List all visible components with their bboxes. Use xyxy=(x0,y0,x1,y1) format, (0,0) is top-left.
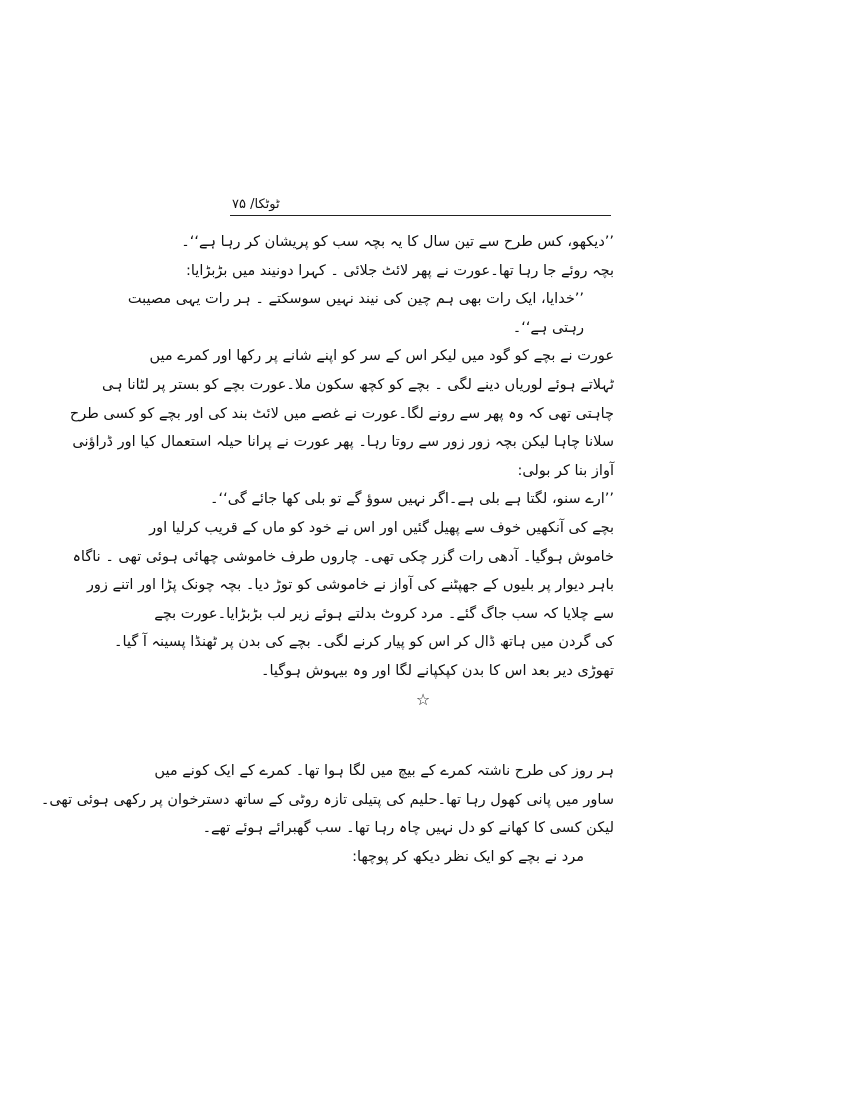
text-line: بچہ روئے جا رہا تھا۔عورت نے پھر لائٹ جلائی ۔ کہرا دونیند میں بڑبڑایا: xyxy=(185,262,614,279)
text-line: ساور میں پانی کھول رہا تھا۔حلیم کی پتیلی تازہ روٹی کے ساتھ دسترخوان پر رکھی ہوئی تھی۔ xyxy=(40,791,614,808)
text-line: باہر دیوار پر بلیوں کے جھپٹنے کی آواز نے خاموشی کو توڑ دیا۔ بچہ چونک پڑا اور اتنے زور xyxy=(86,577,614,594)
text-line: سلانا چاہا لیکن بچہ زور زور سے روتا رہا۔ پھر عورت نے پرانا حیلہ استعمال کیا اور ڈراؤنی xyxy=(72,434,614,451)
text-line: خاموش ہوگیا۔ آدھی رات گزر چکی تھی۔ چاروں طرف خاموشی چھائی ہوئی تھی ۔ ناگاہ xyxy=(72,548,614,565)
text-line: آواز بنا کر بولی: xyxy=(517,462,614,479)
dialogue-line: ’’ارے سنو، لگتا ہے بلی ہے۔اگر نہیں سوؤ گے تو بلی کھا جائے گی‘‘۔ xyxy=(210,491,614,508)
dialogue-line: ’’خدایا، ایک رات بھی ہم چین کی نیند نہیں سوسکتے ۔ ہر رات یہی مصیبت xyxy=(127,291,584,308)
text-line: ٹہلاتے ہوئے لوریاں دینے لگی ۔ بچے کو کچھ سکون ملا۔عورت بچے کو بستر پر لٹانا ہی xyxy=(102,376,614,393)
text-line: سے چلایا کہ سب جاگ گئے۔ مرد کروٹ بدلتے ہوئے زیر لب بڑبڑایا۔عورت بچے xyxy=(154,605,614,622)
text-line: عورت نے بچے کو گود میں لیکر اس کے سر کو اپنے شانے پر رکھا اور کمرے میں xyxy=(149,348,614,365)
text-line: بچے کی آنکھیں خوف سے پھیل گئیں اور اس نے خود کو ماں کے قریب کرلیا اور xyxy=(149,519,614,536)
text-line: ہر روز کی طرح ناشتہ کمرے کے بیچ میں لگا ہوا تھا۔ کمرے کے ایک کونے میں xyxy=(154,763,614,779)
header-divider xyxy=(230,215,611,216)
section-1-text xyxy=(69,228,614,714)
dialogue-line: رہتی ہے‘‘۔ xyxy=(512,319,584,336)
text-line: کی گردن میں ہاتھ ڈال کر اس کو پیار کرنے لگی۔ بچے کی بدن پر ٹھنڈا پسینہ آ گیا۔ xyxy=(114,634,614,651)
section-2-text xyxy=(40,757,614,871)
text-line: مرد نے بچے کو ایک نظر دیکھ کر پوچھا: xyxy=(352,848,584,865)
dialogue-line: ’’دیکھو، کس طرح سے تین سال کا یہ بچہ سب کو پریشان کر رہا ہے‘‘۔ xyxy=(181,234,614,250)
text-line: چاہتی تھی کہ وہ پھر سے رونے لگا۔عورت نے غصے میں لائٹ بند کی اور بچے کو کسی طرح xyxy=(69,405,614,422)
text-line: تھوڑی دیر بعد اس کا بدن کپکپانے لگا اور وہ بیہوش ہوگیا۔ xyxy=(260,662,614,679)
star-separator-icon: ☆ xyxy=(415,689,431,709)
text-line: لیکن کسی کا کھانے کو دل نہیں چاہ رہا تھا۔ سب گھبرائے ہوئے تھے۔ xyxy=(202,820,614,837)
page-number-header: ٹوٹکا/ ۷۵ xyxy=(232,197,280,212)
